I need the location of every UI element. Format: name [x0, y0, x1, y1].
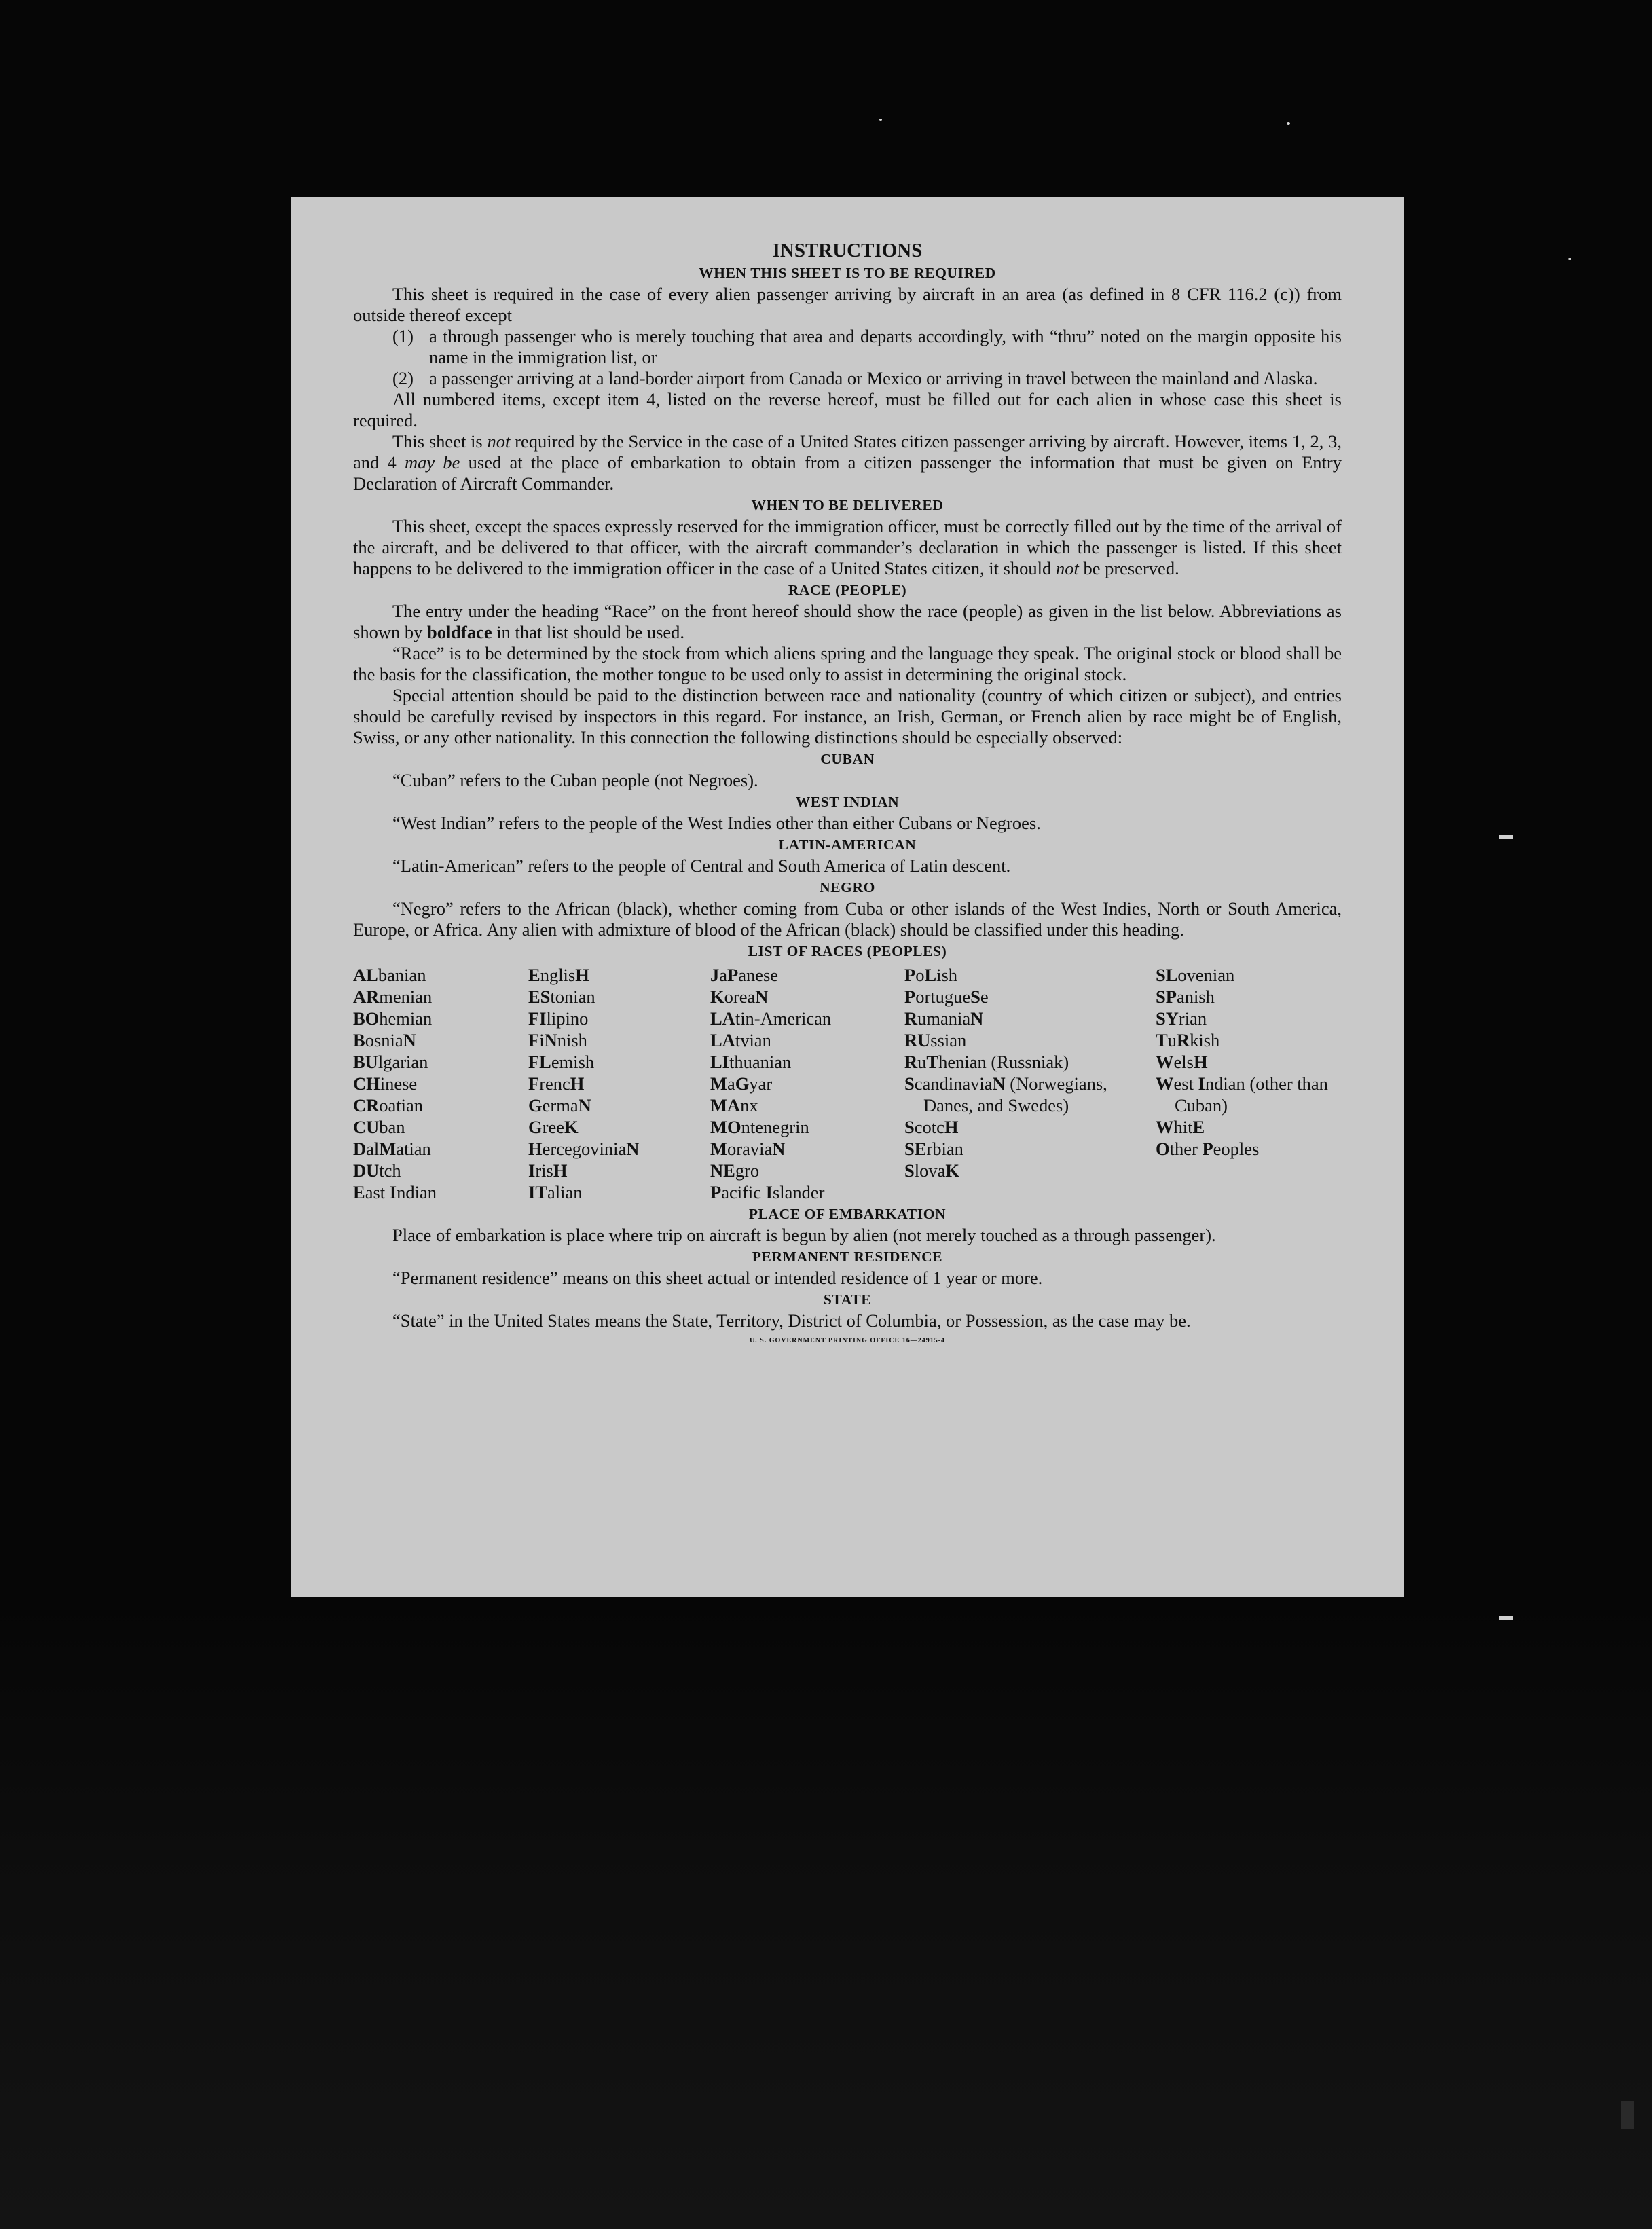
- race-entry: BosniaN: [353, 1030, 416, 1050]
- races-table: [353, 964, 1342, 1203]
- race-entry: KoreaN: [710, 987, 769, 1007]
- race-entry: ScotcH: [904, 1117, 959, 1137]
- race-entry: RuThenian (Russniak): [904, 1052, 1069, 1072]
- race-entry: MoraviaN: [710, 1139, 786, 1159]
- race-entry: LAtvian: [710, 1030, 771, 1050]
- race-entry: BUlgarian: [353, 1052, 428, 1072]
- race-entry: LAtin-American: [710, 1008, 832, 1029]
- race-entry: IrisH: [528, 1160, 568, 1181]
- paragraph: “Negro” refers to the African (black), whether coming from Cuba or other islands of the West Indies, North or South America, Europe, or Africa. Any alien with admixture of blood of the African (black) should be classified under this heading.: [353, 898, 1342, 940]
- race-entry: WelsH: [1156, 1052, 1208, 1072]
- item-number: (1): [392, 326, 414, 346]
- film-mark: [1499, 1616, 1513, 1620]
- race-entry: Other Peoples: [1156, 1139, 1260, 1159]
- paragraph: This sheet, except the spaces expressly reserved for the immigration officer, must be correctly filled out by the time of the arrival of the aircraft, and be delivered to that officer, with the aircraft commander’s declaration in which the passenger is listed. If this sheet happens to be delivered to the immigration officer in the case of a United States citizen, it should not be preserved.: [353, 516, 1342, 578]
- page-title: INSTRUCTIONS: [772, 240, 923, 261]
- paragraph: “Latin-American” refers to the people of Central and South America of Latin descent.: [392, 855, 1011, 876]
- race-entry: SErbian: [904, 1139, 963, 1159]
- section-heading-state: STATE: [823, 1291, 872, 1308]
- races-column: [528, 964, 710, 1203]
- item-text: a passenger arriving at a land-border airport from Canada or Mexico or arriving in travel between the mainland and Alaska.: [429, 368, 1318, 388]
- race-entry: FrencH: [528, 1073, 585, 1094]
- race-entry: JaPanese: [710, 965, 779, 985]
- paragraph: The entry under the heading “Race” on the front hereof should show the race (people) as given in the list below. Abbreviations as shown by boldface in that list should be used.: [353, 601, 1342, 642]
- item-number: (2): [392, 368, 414, 388]
- paragraph: This sheet is not required by the Service in the case of a United States citizen passenger arriving by aircraft. However, items 1, 2, 3, and 4 may be used at the place of embarkation to obtain from a citizen passenger the information that must be given on Entry Declaration of Aircraft Commander.: [353, 431, 1342, 494]
- film-speck: [1568, 258, 1571, 260]
- race-entry: SPanish: [1156, 987, 1215, 1007]
- paragraph: “Permanent residence” means on this sheet actual or intended residence of 1 year or more.: [392, 1268, 1043, 1288]
- race-entry: MOntenegrin: [710, 1117, 809, 1137]
- race-entry: GreeK: [528, 1117, 579, 1137]
- section-heading-race: RACE (PEOPLE): [788, 582, 907, 598]
- race-entry: EStonian: [528, 987, 595, 1007]
- race-entry: RumaniaN: [904, 1008, 984, 1029]
- paragraph: Place of embarkation is place where trip on aircraft is begun by alien (not merely touched as a through passenger).: [392, 1225, 1216, 1245]
- race-entry: SlovaK: [904, 1160, 959, 1181]
- race-entry: WhitE: [1156, 1117, 1205, 1137]
- race-entry: CRoatian: [353, 1095, 424, 1116]
- instruction-sheet: [291, 197, 1404, 1597]
- race-entry: East Indian: [353, 1182, 437, 1202]
- race-entry: PortugueSe: [904, 987, 989, 1007]
- paragraph: “State” in the United States means the State, Territory, District of Columbia, or Possession, as the case may be.: [392, 1310, 1191, 1331]
- race-entry: CHinese: [353, 1073, 418, 1094]
- printer-imprint: U. S. GOVERNMENT PRINTING OFFICE 16—24915-4: [749, 1337, 946, 1344]
- film-edge-mark: [1621, 2101, 1634, 2129]
- race-entry: FiNnish: [528, 1030, 587, 1050]
- race-entry: DUtch: [353, 1160, 401, 1181]
- race-entry: NEgro: [710, 1160, 760, 1181]
- film-speck: [879, 119, 882, 121]
- section-heading-delivered: WHEN TO BE DELIVERED: [751, 497, 944, 513]
- section-heading-west-indian: WEST INDIAN: [795, 794, 900, 810]
- race-entry: EnglisH: [528, 965, 589, 985]
- race-entry: CUban: [353, 1117, 405, 1137]
- paragraph: This sheet is required in the case of every alien passenger arriving by aircraft in an area (as defined in 8 CFR 116.2 (c)) from outside thereof except: [353, 284, 1342, 325]
- section-heading-negro: NEGRO: [820, 879, 875, 896]
- race-entry: MAnx: [710, 1095, 758, 1116]
- section-heading-required: WHEN THIS SHEET IS TO BE REQUIRED: [699, 265, 996, 281]
- race-entry: ScandinaviaN (Norwegians, Danes, and Swedes): [904, 1073, 1107, 1116]
- race-entry: HercegoviniaN: [528, 1139, 640, 1159]
- races-column: [710, 964, 904, 1203]
- race-entry: Pacific Islander: [710, 1182, 825, 1202]
- race-entry: BOhemian: [353, 1008, 433, 1029]
- film-background: [0, 1596, 1652, 2229]
- race-entry: TuRkish: [1156, 1030, 1220, 1050]
- paragraph: “Race” is to be determined by the stock from which aliens spring and the language they speak. The original stock or blood shall be the basis for the classification, the mother tongue to be used only to assist in determining the original stock.: [353, 643, 1342, 684]
- section-heading-embarkation: PLACE OF EMBARKATION: [748, 1206, 947, 1222]
- paragraph: “West Indian” refers to the people of the West Indies other than either Cubans or Negroes.: [392, 813, 1041, 833]
- race-entry: RUssian: [904, 1030, 967, 1050]
- race-entry: SLovenian: [1156, 965, 1235, 985]
- section-heading-latin-american: LATIN-AMERICAN: [778, 836, 917, 853]
- race-entry: DalMatian: [353, 1139, 431, 1159]
- film-speck: [1287, 122, 1290, 125]
- list-item: [392, 368, 1342, 389]
- race-entry: ARmenian: [353, 987, 433, 1007]
- race-entry: SYrian: [1156, 1008, 1207, 1029]
- race-entry: ALbanian: [353, 965, 426, 985]
- race-entry: MaGyar: [710, 1073, 773, 1094]
- paragraph: “Cuban” refers to the Cuban people (not Negroes).: [392, 770, 758, 790]
- item-text: a through passenger who is merely touching that area and departs accordingly, with “thru” noted on the margin opposite his name in the immigration list, or: [429, 326, 1342, 367]
- race-entry: GermaN: [528, 1095, 591, 1116]
- list-item: [392, 326, 1342, 368]
- race-entry: FLemish: [528, 1052, 595, 1072]
- race-entry: ITalian: [528, 1182, 583, 1202]
- race-entry: West Indian (other than Cuban): [1156, 1073, 1328, 1116]
- section-heading-cuban: CUBAN: [820, 751, 875, 767]
- race-entry: FIlipino: [528, 1008, 589, 1029]
- races-column: [904, 964, 1156, 1203]
- paragraph: Special attention should be paid to the distinction between race and nationality (country of which citizen or subject), and entries should be carefully revised by inspectors in this regard. For instance, an Irish, German, or French alien by race might be of English, Swiss, or any other nationality. In this connection the following distinctions should be especially observed:: [353, 685, 1342, 748]
- races-column: [1156, 964, 1332, 1203]
- race-entry: LIthuanian: [710, 1052, 792, 1072]
- section-heading-list-of-races: LIST OF RACES (PEOPLES): [748, 943, 947, 959]
- races-column: [353, 964, 528, 1203]
- paragraph: All numbered items, except item 4, listed on the reverse hereof, must be filled out for each alien in whose case this sheet is required.: [353, 389, 1342, 430]
- section-heading-residence: PERMANENT RESIDENCE: [752, 1249, 943, 1265]
- film-mark: [1499, 835, 1513, 839]
- race-entry: PoLish: [904, 965, 958, 985]
